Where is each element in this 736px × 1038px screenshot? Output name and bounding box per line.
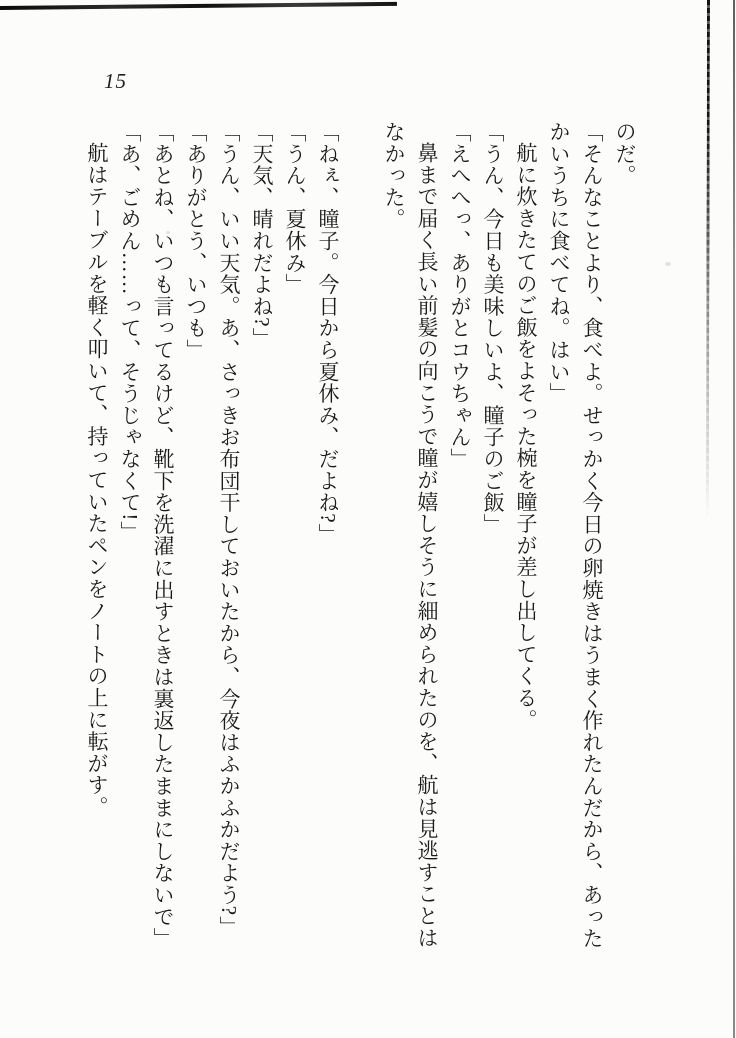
paragraph: 「あ、ごめん……って、そうじゃなくて!」	[118, 121, 142, 543]
scan-speck	[665, 262, 671, 266]
right-margin-line	[706, 0, 710, 520]
top-border-line	[0, 2, 397, 10]
paragraph: 「そんなことより、食べよ。せっかく今日の卵焼きはうまく作れたんだから、あったかいうちに食べてね。はい」	[547, 121, 604, 950]
paragraph: 「あとね、いつも言ってるけど、靴下を洗濯に出すときは裏返したままにしないで」	[151, 121, 175, 950]
paragraph: 「えへへっ、ありがとコウちゃん」	[448, 121, 472, 470]
page-number: 15	[104, 69, 127, 93]
paragraph: 「うん、今日も美味しいよ、瞳子のご飯」	[481, 121, 505, 536]
paragraph: 「うん、夏休み」	[283, 121, 307, 296]
paragraph: 航に炊きたてのご飯をよそった椀を瞳子が差し出してくる。	[514, 142, 538, 731]
scan-speck	[166, 231, 170, 234]
paragraph: 「ねぇ、瞳子。今日から夏休み、だよね?」	[316, 121, 340, 546]
paragraph: 「天気、晴れだよね?」	[250, 121, 274, 350]
paragraph: 鼻まで届く長い前髪の向こうで瞳が嬉しそうに細められたのを、航は見逃すことはなかった。	[382, 121, 439, 949]
paragraph: 航はテーブルを軽く叩いて、持っていたペンをノートの上に転がす。	[85, 142, 109, 818]
paragraph: 「うん、いい天気。あ、さっきお布団干しておいたから、今夜はふかふかだよう?」	[217, 121, 241, 938]
vertical-text-block	[80, 121, 641, 959]
paragraph: 「ありがとう、いつも」	[184, 121, 208, 361]
paragraph: のだ。	[613, 121, 637, 187]
page-edge-line	[733, 0, 735, 1038]
